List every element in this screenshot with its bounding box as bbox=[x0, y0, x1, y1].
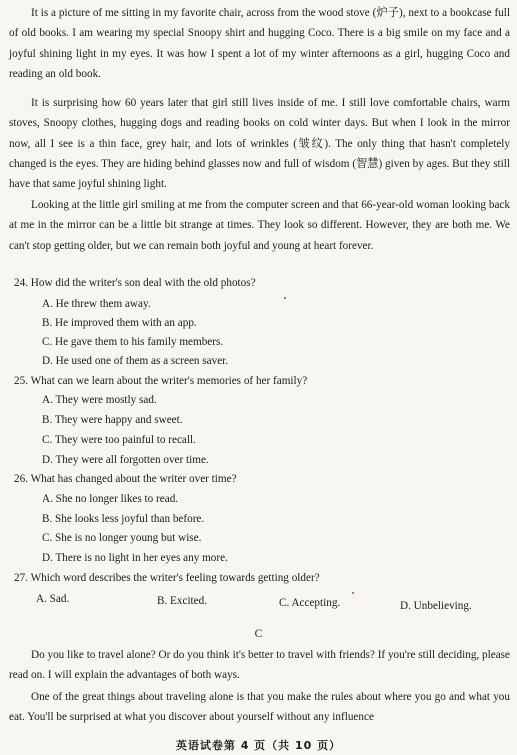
page-footer: 英语试卷第 4 页（共 10 页） bbox=[175, 739, 342, 752]
question-24-option-a: A. He threw them away. bbox=[42, 298, 151, 310]
question-27-option-a: A. Sad. bbox=[36, 593, 70, 605]
print-speck bbox=[284, 297, 286, 299]
passage-paragraph-2: It is surprising how 60 years later that girl still lives inside of me. I still love comfortable chairs, warm stoves, Snoopy clothes, hugging dogs and reading books on cold winter days. But when I look in the mirror now, all I see is a thin face, grey hair, and lots of wrinkles (皱纹). The only thing that hasn't completely changed is the eyes. They are hiding behind glasses now and full of wisdom (智慧) given by ages. But they still have that same joyful shining light. bbox=[9, 97, 510, 191]
question-26-stem: 26. What has changed about the writer over time? bbox=[14, 473, 237, 485]
question-24-option-b: B. He improved them with an app. bbox=[42, 317, 197, 329]
question-27-stem: 27. Which word describes the writer's feeling towards getting older? bbox=[14, 572, 320, 584]
question-24-stem: 24. How did the writer's son deal with the old photos? bbox=[14, 277, 256, 289]
passage-c-paragraph-1: Do you like to travel alone? Or do you think it's better to travel with friends? If you're still deciding, please read on. I will explain the advantages of both ways. bbox=[9, 649, 510, 682]
question-24-option-c: C. He gave them to his family members. bbox=[42, 336, 224, 348]
print-speck bbox=[352, 592, 354, 594]
passage-paragraph-1: It is a picture of me sitting in my favorite chair, across from the wood stove (炉子), next to a bookcase full of old books. I am wearing my special Snoopy shirt and hugging Coco. There is a big smile on my face and a joyful shining light in my eyes. It was how I spent a lot of my winter afternoons as a girl, hugging Coco and reading an old book. bbox=[9, 7, 510, 81]
question-26-option-b: B. She looks less joyful than before. bbox=[42, 513, 205, 525]
question-25-option-d: D. They were all forgotten over time. bbox=[42, 454, 209, 466]
question-27-option-b: B. Excited. bbox=[157, 595, 208, 607]
question-24-option-d: D. He used one of them as a screen saver. bbox=[42, 355, 229, 367]
question-27-option-d: D. Unbelieving. bbox=[400, 600, 472, 612]
question-27-option-c: C. Accepting. bbox=[279, 597, 341, 609]
question-26-option-d: D. There is no light in her eyes any more. bbox=[42, 552, 228, 564]
question-25-stem: 25. What can we learn about the writer's memories of her family? bbox=[14, 375, 308, 387]
passage-paragraph-3: Looking at the little girl smiling at me from the computer screen and that 66-year-old woman looking back at me in the mirror can be a little bit strange at times. They look so different. However, they are both me. We can't stop getting older, but we can remain both joyful and young at heart forever. bbox=[9, 199, 510, 252]
question-26-option-c: C. She is no longer young but wise. bbox=[42, 532, 202, 544]
question-25-option-c: C. They were too painful to recall. bbox=[42, 434, 196, 446]
question-25-option-a: A. They were mostly sad. bbox=[42, 394, 157, 406]
question-26-option-a: A. She no longer likes to read. bbox=[42, 493, 179, 505]
passage-c-paragraph-2: One of the great things about traveling alone is that you make the rules about where you go and what you eat. You'll be surprised at what you discover about yourself without any influence bbox=[9, 691, 510, 724]
question-25-option-b: B. They were happy and sweet. bbox=[42, 414, 183, 426]
section-c-label: C bbox=[254, 628, 263, 640]
